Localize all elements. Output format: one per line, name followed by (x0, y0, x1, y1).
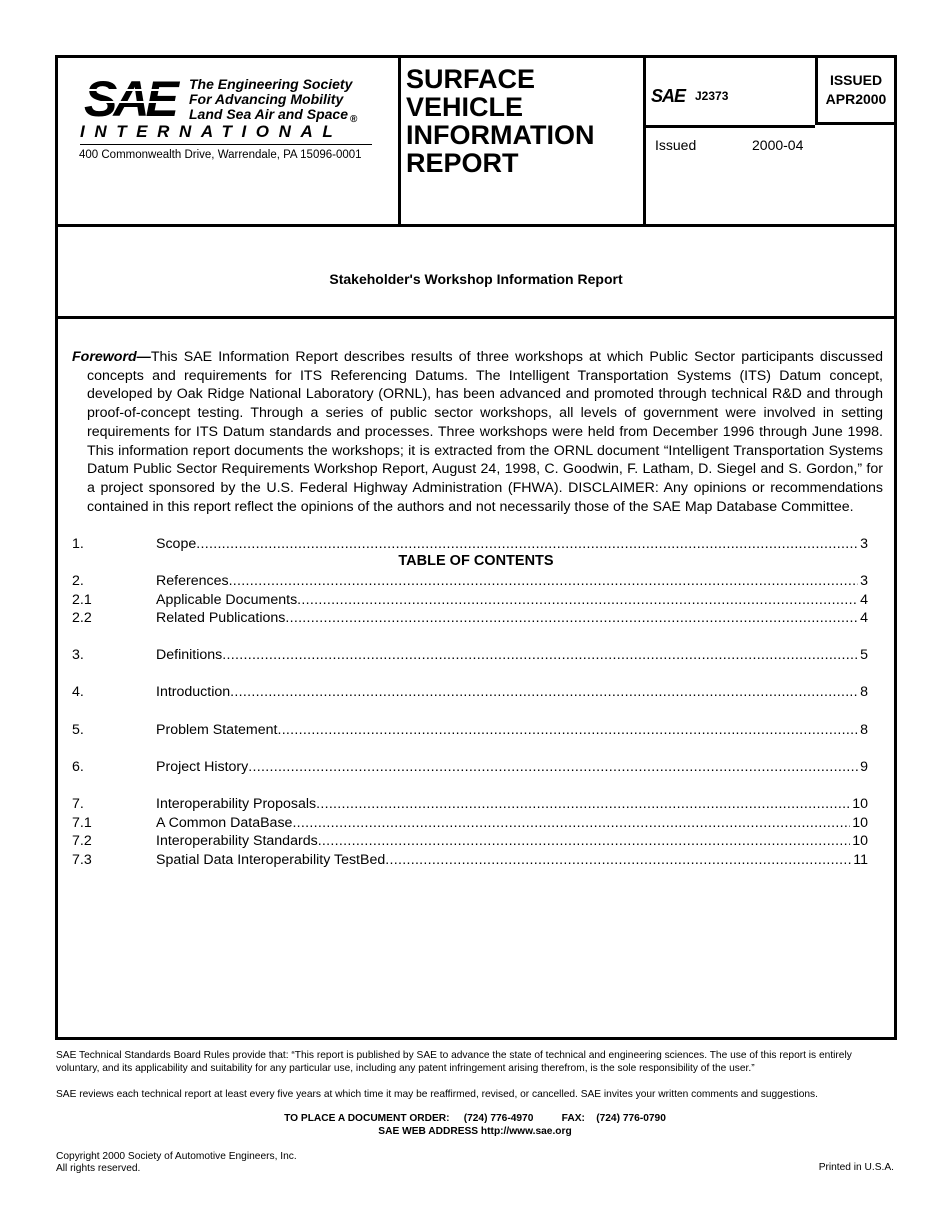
document-title: Stakeholder's Workshop Information Report (329, 271, 623, 287)
toc-number: 1. (72, 536, 84, 552)
toc-number: 5. (72, 722, 84, 738)
toc-leader (297, 592, 858, 608)
title-box (58, 224, 894, 319)
toc-number: 7.1 (72, 815, 92, 831)
toc-text: A Common DataBase (156, 815, 293, 831)
toc-line (156, 833, 868, 849)
toc-text: Spatial Data Interoperability TestBed (156, 852, 386, 868)
divider (643, 58, 646, 224)
toc-leader (229, 573, 859, 589)
footer-rules: SAE Technical Standards Board Rules provide that: “This report is published by SAE to advance the state of technical and engineering sciences. The use of this report is entirely voluntary, and its applicability and suitability for any particular use, including any patent infringement arising therefrom, is the sole responsibility of the user.” (56, 1050, 852, 1074)
toc-leader (318, 833, 851, 849)
toc-number: 3. (72, 647, 84, 663)
toc-line (156, 852, 868, 868)
toc-text: Interoperability Standards (156, 833, 318, 849)
toc-line (156, 684, 868, 700)
divider (398, 58, 401, 224)
toc-text: Project History (156, 759, 249, 775)
foreword (72, 348, 883, 516)
toc-page: 10 (852, 815, 868, 831)
toc-page: 4 (860, 592, 868, 608)
toc-line (156, 610, 868, 626)
toc-line (156, 536, 868, 552)
toc-line (156, 815, 868, 831)
printed-in: Printed in U.S.A. (818, 1162, 894, 1173)
issued-date: 2000-04 (752, 137, 804, 153)
toc-entry (72, 592, 868, 611)
toc-leader (248, 759, 858, 775)
toc-number: 2. (72, 573, 84, 589)
sae-mini-logo: SAE (651, 86, 686, 106)
toc-leader (292, 815, 850, 831)
web-address: SAE WEB ADDRESS http://www.sae.org (378, 1126, 572, 1137)
toc-line (156, 759, 868, 775)
order-info: TO PLACE A DOCUMENT ORDER: (724) 776-4970 FAX: (724) 776-0790 (284, 1113, 666, 1124)
toc-entry (72, 684, 868, 703)
toc-text: Introduction (156, 684, 231, 700)
document-number: J2373 (695, 89, 729, 103)
foreword-text: This SAE Information Report describes results of three workshops at which Public Sector participants discussed concepts and requirements for ITS Referencing Datums. The Intelligent Transportation Systems (ITS) Datum concept, developed by Oak Ridge National Laboratory (ORNL), has been advanced and promoted through technical R&D and through proof-of-concept testing. Through a series of public sector workshops, all levels of government were involved in setting requirements for ITS Datum standards and processes. Three workshops were held from December 1996 through June 1998. This information report documents the workshops; it is extracted from the ORNL document “Intelligent Transportation Systems Datum Public Sector Requirements Workshop Report, August 24, 1998, C. Goodwin, F. Latham, D. Siegel and S. Gordon,” for a project sponsored by the U.S. Federal Highway Administration (FHWA). DISCLAIMER: Any opinions or recommendations contained in this report reflect the opinions of the authors and not necessarily those of the SAE Map Database Committee. (87, 349, 883, 515)
status-badge: ISSUED APR2000 (815, 58, 894, 125)
toc-text: Definitions (156, 647, 223, 663)
toc-line (156, 573, 868, 589)
toc-entry (72, 722, 868, 741)
toc-title: TABLE OF CONTENTS (398, 553, 554, 569)
toc-text: References (156, 573, 229, 589)
toc-line (156, 592, 868, 608)
toc-page: 4 (860, 610, 868, 626)
divider (643, 125, 815, 128)
toc-text: Related Publications (156, 610, 286, 626)
sae-logo-mark (82, 76, 192, 120)
toc-line (156, 722, 868, 738)
toc-number: 2.1 (72, 592, 92, 608)
toc-entry (72, 647, 868, 666)
toc-page: 11 (853, 852, 868, 868)
toc-leader (316, 796, 850, 812)
sae-logo-letters: SAE (84, 76, 175, 120)
toc-page: 5 (860, 647, 868, 663)
toc-page: 3 (860, 536, 868, 552)
toc-page: 8 (860, 722, 868, 738)
toc-leader (196, 536, 858, 552)
toc-page: 3 (860, 573, 868, 589)
toc-leader (222, 647, 858, 663)
toc-text: Problem Statement (156, 722, 278, 738)
toc-entry (72, 573, 868, 592)
toc-leader (277, 722, 858, 738)
document-frame (55, 55, 897, 1040)
toc-leader (385, 852, 851, 868)
toc-line (156, 647, 868, 663)
toc-line (156, 796, 868, 812)
toc-number: 7.3 (72, 852, 92, 868)
toc-number: 2.2 (72, 610, 92, 626)
sae-tagline: The Engineering Society For Advancing Mobility Land Sea Air and Space $_®$ (189, 76, 358, 125)
copyright: Copyright 2000 Society of Automotive Engineers, Inc. (56, 1151, 297, 1162)
toc-page: 8 (860, 684, 868, 700)
header (58, 58, 894, 227)
toc-entry (72, 610, 868, 629)
toc-entry (72, 833, 868, 852)
toc-number: 4. (72, 684, 84, 700)
toc-number: 7. (72, 796, 84, 812)
international-wordmark: INTERNATIONAL (80, 122, 343, 141)
toc-entry (72, 759, 868, 778)
issued-label: Issued (655, 137, 697, 153)
toc-number: 6. (72, 759, 84, 775)
toc-entry (72, 536, 868, 555)
toc-page: 10 (852, 833, 868, 849)
toc-page: 9 (860, 759, 868, 775)
toc-leader (285, 610, 858, 626)
logo-rule (80, 144, 372, 145)
report-type: SURFACE VEHICLE INFORMATION REPORT (406, 64, 595, 178)
toc-entry (72, 815, 868, 834)
toc-text: Scope (156, 536, 197, 552)
toc-number: 7.2 (72, 833, 92, 849)
rights: All rights reserved. (56, 1163, 141, 1174)
footer-review: SAE reviews each technical report at least every five years at which time it may be reaffirmed, revised, or cancelled. SAE invites your written comments and suggestions. (56, 1089, 818, 1100)
toc-text: Applicable Documents (156, 592, 298, 608)
foreword-label: Foreword— (72, 349, 151, 365)
address: 400 Commonwealth Drive, Warrendale, PA 15096-0001 (79, 149, 362, 161)
toc-text: Interoperability Proposals (156, 796, 317, 812)
toc-entry (72, 852, 868, 871)
registered-mark: ® (349, 114, 358, 125)
toc-page: 10 (852, 796, 868, 812)
toc-entry (72, 796, 868, 815)
toc-leader (230, 684, 858, 700)
